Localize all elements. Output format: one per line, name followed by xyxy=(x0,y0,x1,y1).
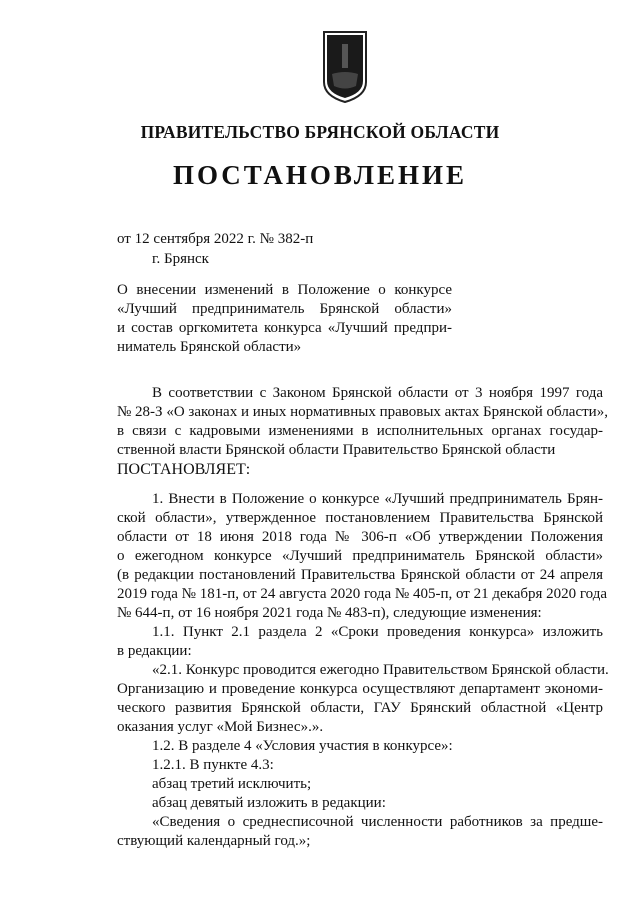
body-line: области от 18 июня 2018 года № 306-п «Об утверждении Положения xyxy=(117,529,603,545)
body-line: «Сведения о среднесписочной численности работников за предше- xyxy=(152,814,603,830)
body-line: 1.2.1. В пункте 4.3: xyxy=(152,757,274,773)
body-line: оказания услуг «Мой Бизнес».». xyxy=(117,719,324,735)
body-line: № 644-п, от 16 ноября 2021 года № 483-п), следующие изменения: xyxy=(117,605,542,621)
body-line: Организацию и проведение конкурса осуществляют департамент экономи- xyxy=(117,681,603,697)
body-line: 1.2. В разделе 4 «Условия участия в конкурсе»: xyxy=(152,738,453,754)
body-line: 1.1. Пункт 2.1 раздела 2 «Сроки проведения конкурса» изложить xyxy=(152,624,603,640)
body-line: ской области», утвержденное постановлением Правительства Брянской xyxy=(117,510,603,526)
document-city: г. Брянск xyxy=(152,251,209,267)
body-line: абзац третий исключить; xyxy=(152,776,312,792)
government-name: ПРАВИТЕЛЬСТВО БРЯНСКОЙ ОБЛАСТИ xyxy=(140,122,500,142)
body-line: ПОСТАНОВЛЯЕТ: xyxy=(117,461,251,478)
body-line: 1. Внести в Положение о конкурсе «Лучший предприниматель Брян- xyxy=(152,491,603,507)
subject-line: О внесении изменений в Положение о конкурсе xyxy=(117,282,452,298)
body-line: о ежегодном конкурсе «Лучший предприниматель Брянской области» xyxy=(117,548,603,564)
body-line: в редакции: xyxy=(117,643,192,659)
body-line: ствующий календарный год.»; xyxy=(117,833,311,849)
subject-line: ниматель Брянской области» xyxy=(117,339,302,355)
subject-line: «Лучший предприниматель Брянской области» xyxy=(117,301,452,317)
body-line: абзац девятый изложить в редакции: xyxy=(152,795,386,811)
body-line: № 28-З «О законах и иных нормативных правовых актах Брянской области», xyxy=(117,404,608,420)
body-line: «2.1. Конкурс проводится ежегодно Правительством Брянской области. xyxy=(152,662,609,678)
document-date-number: от 12 сентября 2022 г. № 382-п xyxy=(117,231,314,247)
body-line: ственной власти Брянской области Правительство Брянской области xyxy=(117,442,556,458)
document-type-title: ПОСТАНОВЛЕНИЕ xyxy=(172,160,468,190)
body-line: (в редакции постановлений Правительства Брянской области от 24 апреля xyxy=(117,567,603,583)
body-line: в связи с кадровыми изменениями в исполнительных органах государ- xyxy=(117,423,603,439)
body-line: ческого развития Брянской области, ГАУ Брянский областной «Центр xyxy=(117,700,603,716)
body-line: 2019 года № 181-п, от 24 августа 2020 года № 405-п, от 21 декабря 2020 года xyxy=(117,586,608,602)
subject-line: и состав оргкомитета конкурса «Лучший предпри- xyxy=(117,320,452,336)
coat-of-arms-emblem xyxy=(322,30,368,104)
body-line: В соответствии с Законом Брянской области от 3 ноября 1997 года xyxy=(152,385,603,401)
